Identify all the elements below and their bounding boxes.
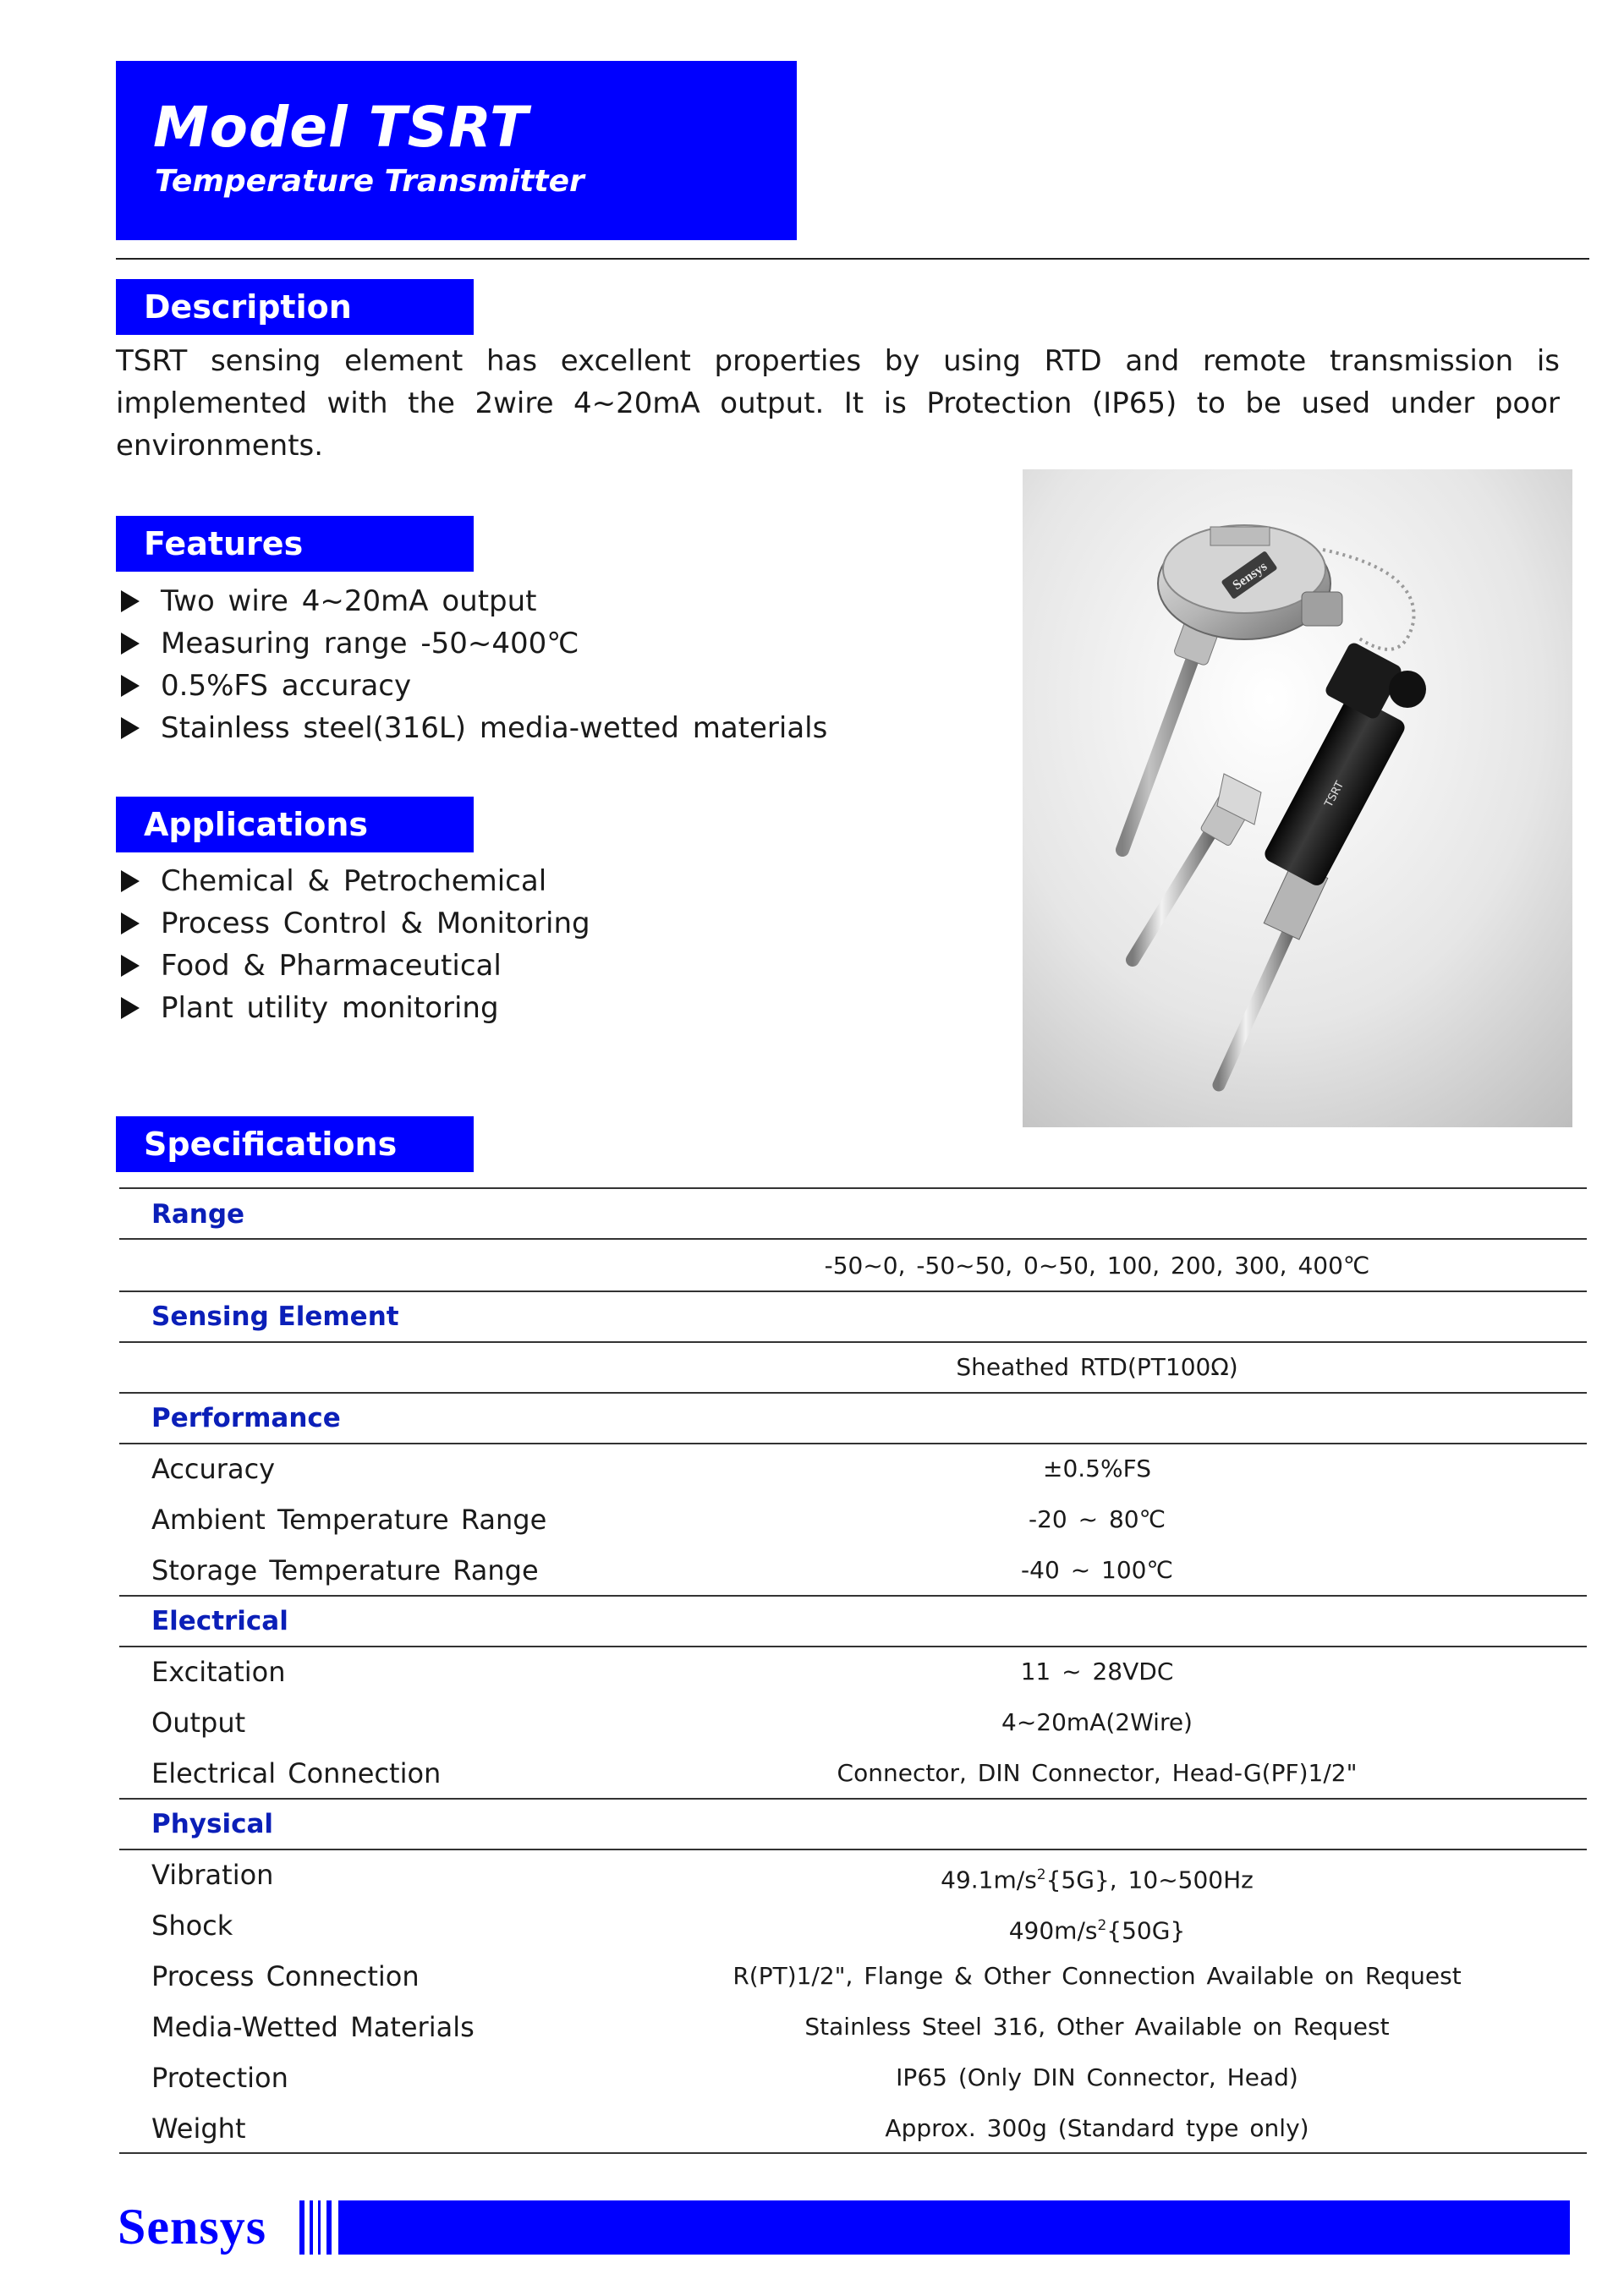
spec-value-output: 4~20mA(2Wire) [1001,1708,1193,1736]
spec-value-excitation: 11 ~ 28VDC [1020,1658,1174,1685]
description-text: TSRT sensing element has excellent properties by using RTD and remote transmission is implemented with the 2wire 4~20mA output. It is Protection (IP65) to be used under poor environments. [116,344,1560,463]
table-rule [119,1443,1587,1444]
spec-label-vibration: Vibration [151,1859,274,1891]
svg-text:TSRT: TSRT [1322,779,1347,810]
spec-value-ambient-temperature: -20 ~ 80℃ [1028,1505,1166,1533]
footer-stripe [310,2200,313,2255]
title-banner [116,61,797,240]
page-subtitle: Temperature Transmitter [155,164,584,199]
spec-label-accuracy: Accuracy [151,1453,276,1485]
spec-value-electrical-connection: Connector, DIN Connector, Head-G(PF)1/2" [837,1759,1358,1787]
applications-heading: Applications [116,797,474,852]
page-title: Model TSRT [153,95,529,160]
spec-value-storage-temperature: -40 ~ 100℃ [1021,1556,1173,1584]
photo-brand-marking: Sensys [1230,559,1270,594]
list-item: Process Control & Monitoring [116,902,590,945]
spec-label-shock: Shock [151,1910,233,1942]
spec-value-vibration: $49.1m/s^2\{5G\}$, 10~500Hz [941,1866,1254,1894]
table-rule [119,1595,1587,1597]
spec-label-weight: Weight [151,2112,246,2145]
product-photo [1023,469,1572,1127]
spec-value-sensing-element: Sheathed RTD(PT100Ω) [956,1353,1238,1381]
spec-label-ambient-temperature: Ambient Temperature Range [151,1504,547,1536]
applications-list [116,860,590,1029]
spec-value-weight: Approx. 300g (Standard type only) [885,2114,1309,2142]
bullet-triangle-icon [121,870,140,892]
footer-stripe [318,2200,321,2255]
table-rule [119,1290,1587,1292]
table-rule [119,1341,1587,1343]
spec-label-storage-temperature: Storage Temperature Range [151,1554,539,1586]
bullet-triangle-icon [121,633,140,655]
list-item: Measuring range -50~400℃ [116,622,827,665]
list-item: Chemical & Petrochemical [116,860,590,902]
spec-label-output: Output [151,1707,246,1739]
table-rule [119,1392,1587,1394]
bullet-triangle-icon [121,675,140,697]
table-rule [119,1849,1587,1850]
spec-value-media-wetted-materials: Stainless Steel 316, Other Available on Request [804,2013,1390,2041]
spec-value-accuracy: ±0.5%FS [1043,1455,1151,1482]
description-heading: Description [116,279,474,335]
table-rule [119,1238,1587,1240]
spec-category-electrical: Electrical [151,1606,288,1636]
spec-value-process-connection: R(PT)1/2", Flange & Other Connection Available on Request [732,1962,1462,1990]
list-item: Stainless steel(316L) media-wetted materials [116,707,827,749]
bullet-triangle-icon [121,717,140,739]
spec-label-excitation: Excitation [151,1656,286,1688]
footer-bar [338,2200,1570,2255]
list-item: Plant utility monitoring [116,987,590,1029]
bullet-triangle-icon [121,955,140,977]
features-list [116,580,827,749]
spec-category-range: Range [151,1199,245,1230]
table-rule [119,1646,1587,1647]
specifications-heading: Specifications [116,1116,474,1172]
list-item: Food & Pharmaceutical [116,945,590,987]
table-rule [119,2152,1587,2154]
spec-label-process-connection: Process Connection [151,1960,420,1992]
table-rule [119,1798,1587,1800]
bullet-triangle-icon [121,590,140,612]
bullet-triangle-icon [121,912,140,934]
list-item: Two wire 4~20mA output [116,580,827,622]
footer-stripe [326,2200,332,2255]
bullet-triangle-icon [121,997,140,1019]
sensys-logo: Sensys [118,2199,267,2255]
footer-stripe [299,2200,304,2255]
features-heading: Features [116,516,474,572]
header-divider [116,258,1589,260]
list-item: 0.5%FS accuracy [116,665,827,707]
spec-label-media-wetted-materials: Media-Wetted Materials [151,2011,475,2043]
spec-category-physical: Physical [151,1809,273,1839]
spec-category-performance: Performance [151,1403,341,1433]
table-rule [119,1187,1587,1189]
spec-value-protection: IP65 (Only DIN Connector, Head) [896,2063,1298,2091]
spec-label-electrical-connection: Electrical Connection [151,1757,442,1789]
spec-label-protection: Protection [151,2062,288,2094]
spec-value-range: -50~0, -50~50, 0~50, 100, 200, 300, 400℃ [824,1252,1370,1280]
spec-category-sensing-element: Sensing Element [151,1301,399,1332]
spec-value-shock: $490m/s^2\{50G\}$ [1008,1916,1186,1945]
